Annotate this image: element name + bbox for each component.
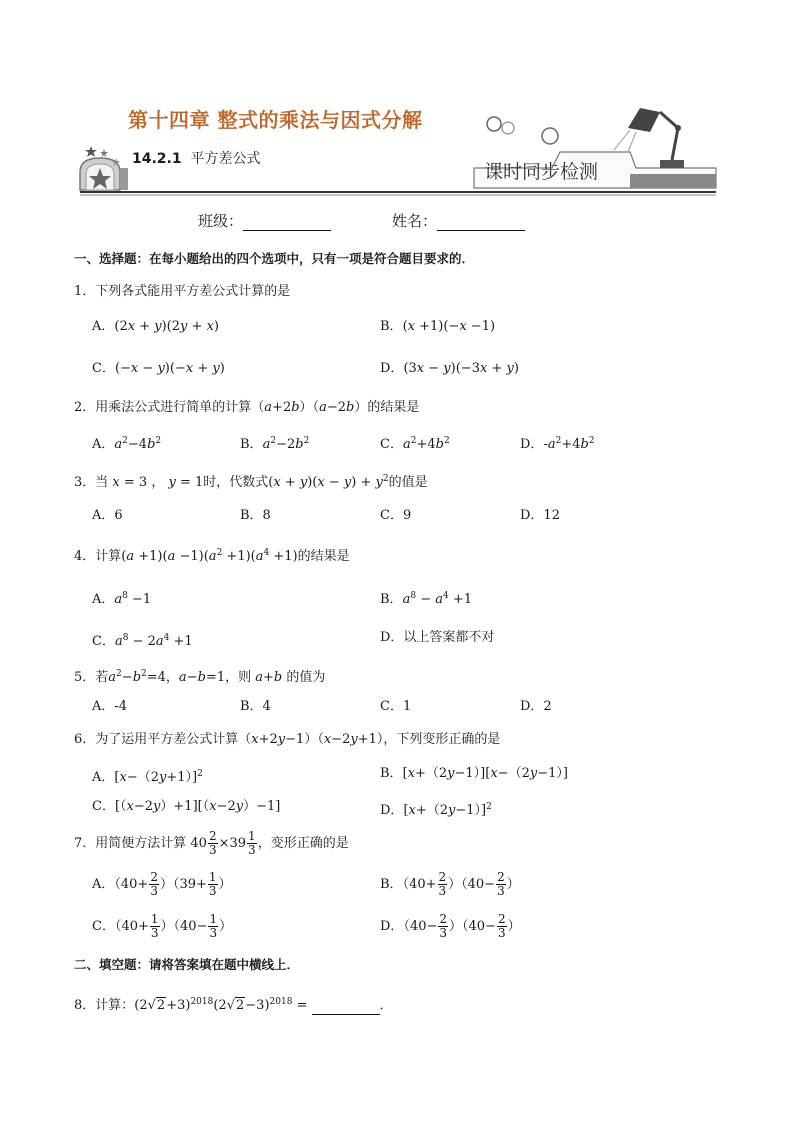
q6-option-d[interactable]: D．$[x+(2y-1)]^2$	[380, 802, 492, 818]
q6-option-c[interactable]: C．[（x−2y）+1][（x−2y）−1]	[92, 799, 281, 814]
q5-option-c[interactable]: C．1	[380, 699, 412, 714]
q2-option-d[interactable]: D．$-a^2+4b^2$	[520, 436, 595, 452]
q2-option-c[interactable]: C．$a^2+4b^2$	[380, 436, 450, 452]
q2-option-b[interactable]: B．$a^2-2b^2$	[240, 436, 310, 452]
chapter-title: 第十四章 整式的乘法与因式分解	[128, 108, 423, 132]
class-blank[interactable]	[243, 230, 331, 231]
class-label: 班级：	[198, 212, 244, 230]
q8-answer-blank[interactable]	[312, 1000, 380, 1015]
fill-section-heading: 二、填空题：请将答案填在题中横线上．	[74, 957, 300, 972]
q3-option-c[interactable]: C．9	[380, 508, 412, 523]
q4-option-a[interactable]: A．$a^8 -1$	[92, 591, 152, 607]
q7-option-b[interactable]: B．（40+ $\frac{2}{3}$ ）（40− $\frac{2}{3}$ ）	[380, 870, 520, 898]
question-2-stem: 2．用乘法公式进行简单的计算（a+2b）（a−2b）的结果是	[74, 400, 420, 415]
star-badge-icon	[80, 146, 128, 190]
q6-option-a[interactable]: A．$[x-(2y+1)]^2$	[92, 769, 203, 785]
q3-option-d[interactable]: D．12	[520, 508, 560, 523]
choice-section-heading: 一、选择题：在每小题给出的四个选项中，只有一项是符合题目要求的．	[74, 251, 475, 266]
q5-option-d[interactable]: D．2	[520, 699, 552, 714]
q4-option-c[interactable]: C．$a^8 - 2a^4 +1$	[92, 633, 193, 649]
q1-option-b[interactable]: B．(x +1)(−x −1)	[380, 319, 496, 334]
question-8-stem: 8．计算：$(2√2+3)^{2018}(2√2-3)^{2018}$ = ．	[74, 997, 393, 1013]
q2-option-a[interactable]: A．$a^2-4b^2$	[92, 436, 162, 452]
name-label: 姓名：	[392, 212, 438, 230]
section-number: 14.2.1	[132, 151, 182, 167]
question-6-stem: 6．为了运用平方差公式计算（x+2y−1）（x−2y+1），下列变形正确的是	[74, 732, 501, 747]
q5-option-b[interactable]: B．4	[240, 699, 271, 714]
q4-option-d[interactable]: D．以上答案都不对	[380, 630, 495, 645]
q3-option-a[interactable]: A．6	[92, 508, 123, 523]
q6-option-b[interactable]: B．[x+（2y−1）][x−（2y−1）]	[380, 766, 568, 781]
banner-label: 课时同步检测	[484, 161, 599, 183]
q7-option-c[interactable]: C．（40+ $\frac{1}{3}$ ）（40− $\frac{1}{3}$ ）	[92, 912, 233, 940]
q1-option-c[interactable]: C．(−x − y)(−x + y)	[92, 361, 225, 376]
q3-option-b[interactable]: B．8	[240, 508, 271, 523]
q1-option-a[interactable]: A．(2x + y)(2y + x)	[92, 319, 219, 334]
class-field	[198, 210, 331, 231]
question-7-stem: 7．用简便方法计算 40 $\frac{2}{3}$ ×39 $\frac{1}{3}$ ，变形正确的是	[74, 829, 349, 857]
section-title: 平方差公式	[190, 151, 261, 167]
question-5-stem: 5．若$a^2-b^2=4$，a−b=1，则 a+b 的值为	[74, 669, 326, 685]
question-1-stem: 1．下列各式能用平方差公式计算的是	[74, 284, 291, 299]
q7-option-a[interactable]: A．（40+ $\frac{2}{3}$ ）（39+ $\frac{1}{3}$ ）	[92, 870, 232, 898]
question-3-stem: 3．当 x = 3 ， y = 1时，代数式$(x + y)(x - y) + y^2$的值是	[74, 474, 428, 490]
question-4-stem: 4．计算$(a +1)(a -1)(a^2 +1)(a^4 +1)$的结果是	[74, 548, 350, 564]
q1-option-d[interactable]: D．(3x − y)(−3x + y)	[380, 361, 519, 376]
q5-option-a[interactable]: A．-4	[92, 699, 128, 714]
name-field	[392, 210, 525, 231]
header-decoration	[0, 0, 794, 200]
q7-option-d[interactable]: D．（40− $\frac{2}{3}$ ）（40− $\frac{2}{3}$ ）	[380, 912, 521, 940]
name-blank[interactable]	[437, 230, 525, 231]
section-heading	[132, 148, 261, 168]
q4-option-b[interactable]: B．$a^8 - a^4 +1$	[380, 591, 473, 607]
